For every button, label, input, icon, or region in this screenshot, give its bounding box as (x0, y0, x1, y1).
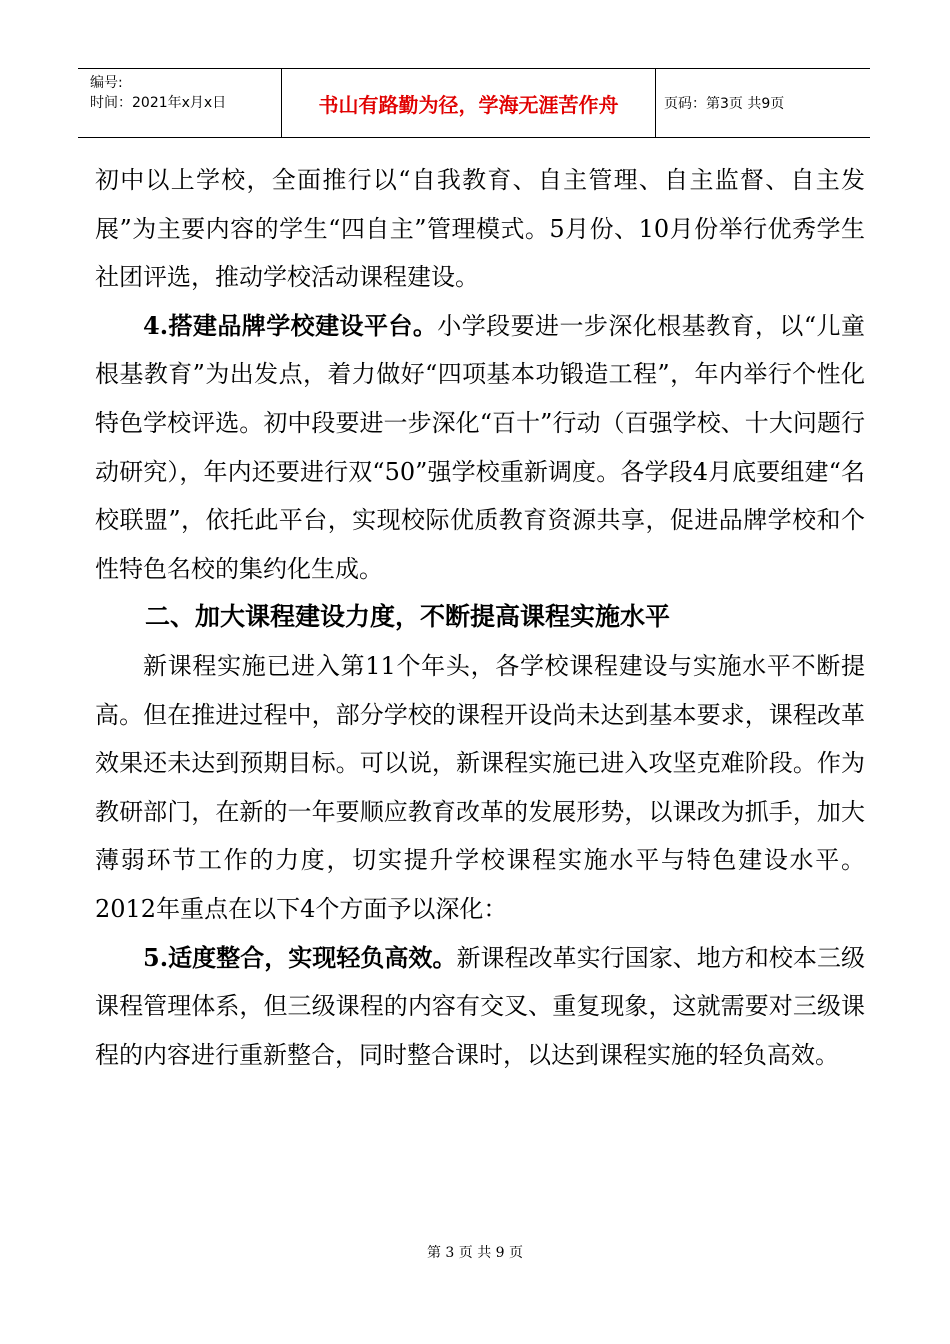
page-header (78, 68, 870, 138)
document-body (95, 156, 865, 1079)
paragraph-4 (95, 934, 865, 1080)
header-meta (78, 69, 282, 137)
section-heading: 二、加大课程建设力度，不断提高课程实施水平 (145, 602, 671, 632)
header-motto: 书山有路勤为径，学海无涯苦作舟 (282, 69, 656, 137)
paragraph-4-text: 新课程改革实行国家、地方和校本三级课程管理体系，但三级课程的内容有交叉、重复现象，这就需要对三级课程的内容进行重新整合，同时整合课时，以达到课程实施的轻负高效。 (95, 943, 866, 1069)
paragraph-4-lead: 5.适度整合，实现轻负高效。 (143, 942, 457, 972)
page-footer: 第 3 页 共 9 页 (426, 1245, 524, 1261)
header-page-number: 页码：第3页 共9页 (664, 96, 785, 112)
doc-time-label: 时间：2021年x月x日 (90, 95, 227, 111)
paragraph-1: 初中以上学校，全面推行以“自我教育、自主管理、自主监督、自主发展”为主要内容的学生“四自主”管理模式。5月份、10月份举行优秀学生社团评选，推动学校活动课程建设。 (95, 166, 865, 292)
paragraph-3: 新课程实施已进入第11个年头，各学校课程建设与实施水平不断提高。但在推进过程中，部分学校的课程开设尚未达到基本要求，课程改革效果还未达到预期目标。可以说，新课程实施已进入攻坚克难阶段。作为教研部门，在新的一年要顺应教育改革的发展形势，以课改为抓手，加大薄弱环节工作的力度，切实提升学校课程实施水平与特色建设水平。2012年重点在以下4个方面予以深化： (95, 651, 865, 923)
paragraph-2 (95, 302, 865, 594)
doc-number-label: 编号: (90, 75, 123, 91)
paragraph-2-text: 小学段要进一步深化根基教育，以“儿童根基教育”为出发点，着力做好“四项基本功锻造工程”，年内举行个性化特色学校评选。初中段要进一步深化“百十”行动（百强学校、十大问题行动研究），年内还要进行双“50”强学校重新调度。各学段4月底要组建“名校联盟”，依托此平台，实现校际优质教育资源共享，促进品牌学校和个性特色名校的集约化生成。 (95, 311, 865, 583)
paragraph-2-lead: 4.搭建品牌学校建设平台。 (143, 310, 438, 340)
